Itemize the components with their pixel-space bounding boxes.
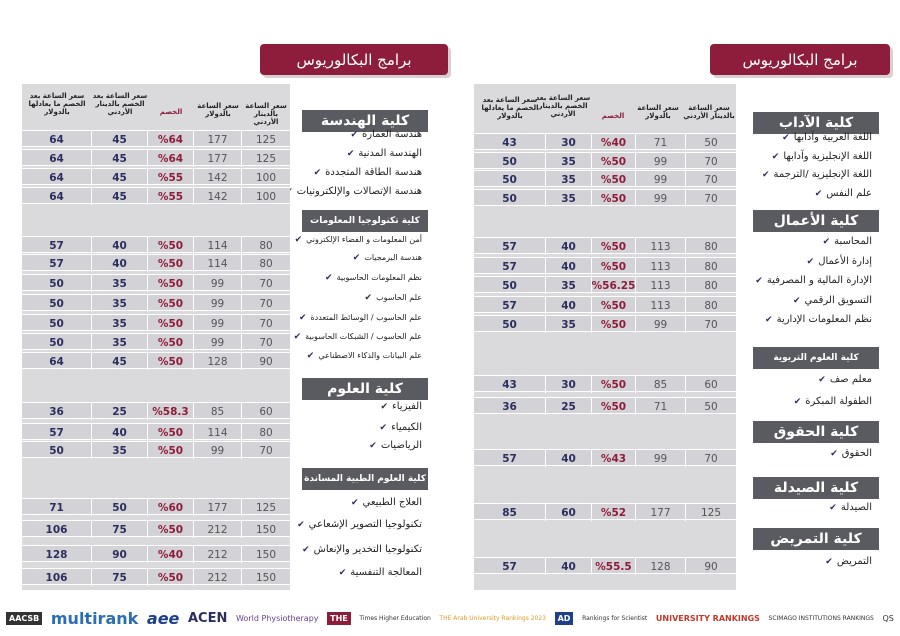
logo-aee: aee xyxy=(146,608,180,628)
left-price-cell: 70 xyxy=(259,297,273,310)
left-price-cell: 70 xyxy=(259,317,273,330)
left-price-cell: 125 xyxy=(255,152,277,165)
right-program-5-0: التمريض ✔ xyxy=(825,556,872,567)
left-price-row xyxy=(22,274,290,291)
left-program-1-3: علم الحاسوب ✔ xyxy=(365,293,422,303)
left-program-1-6: علم البيانات والذكاء الاصطناعي ✔ xyxy=(307,351,422,361)
left-price-cell: %55 xyxy=(148,188,194,205)
right-price-cell: %50 xyxy=(592,258,636,275)
right-program-3-0: الحقوق ✔ xyxy=(830,448,872,459)
left-price-cell: 45 xyxy=(92,150,148,167)
left-price-cell: 57 xyxy=(22,237,92,254)
right-price-row xyxy=(474,133,736,150)
right-price-cell: 35 xyxy=(546,171,592,188)
right-price-row xyxy=(474,237,736,254)
left-price-row xyxy=(22,187,290,204)
right-program-0-0: اللغة العربية وآدابها ✔ xyxy=(782,132,872,143)
left-price-cell: 90 xyxy=(259,355,273,368)
right-price-cell: 70 xyxy=(704,318,718,331)
left-price-cell: 99 xyxy=(194,442,242,459)
left-price-row xyxy=(22,294,290,311)
logo-rankings-for-scientist: Rankings for Scientist xyxy=(582,614,648,622)
right-price-cell: 25 xyxy=(546,398,592,415)
left-price-cell: 75 xyxy=(92,569,148,586)
left-price-row xyxy=(22,568,290,585)
right-price-cell: 40 xyxy=(546,258,592,275)
left-price-cell: 35 xyxy=(92,275,148,292)
right-price-cell: 80 xyxy=(704,299,718,312)
right-faculty-5: كلية التمريض xyxy=(753,528,879,550)
left-price-row xyxy=(22,236,290,253)
right-price-row xyxy=(474,257,736,274)
right-price-cell: %50 xyxy=(592,171,636,188)
left-price-cell: 114 xyxy=(194,255,242,272)
right-price-cell: 40 xyxy=(546,558,592,575)
left-price-cell: 142 xyxy=(194,169,242,186)
left-price-cell: %64 xyxy=(148,150,194,167)
right-price-cell: 80 xyxy=(704,260,718,273)
left-price-cell: %50 xyxy=(148,255,194,272)
right-price-cell: 35 xyxy=(546,190,592,207)
right-price-cell: 99 xyxy=(636,316,686,333)
right-price-cell: %56.25 xyxy=(592,277,636,294)
left-price-cell: 25 xyxy=(92,403,148,420)
right-price-cell: 50 xyxy=(474,190,546,207)
right-price-cell: 43 xyxy=(474,134,546,151)
left-price-row xyxy=(22,149,290,166)
left-price-cell: 45 xyxy=(92,131,148,148)
left-price-cell: 35 xyxy=(92,295,148,312)
right-price-cell: 85 xyxy=(636,376,686,393)
left-price-cell: 50 xyxy=(92,499,148,516)
left-price-cell: 100 xyxy=(255,190,277,203)
left-price-cell: 45 xyxy=(92,353,148,370)
right-price-cell: %50 xyxy=(592,398,636,415)
logo-ad: AD xyxy=(555,612,574,625)
right-price-cell: 80 xyxy=(704,279,718,292)
left-faculty-2: كلية العلوم xyxy=(302,378,428,400)
right-price-row xyxy=(474,276,736,293)
left-price-cell: 50 xyxy=(22,315,92,332)
left-header-usd: سعر الساعة بالدولار xyxy=(197,102,239,118)
left-price-cell: 60 xyxy=(259,405,273,418)
right-price-row xyxy=(474,296,736,313)
right-price-cell: 40 xyxy=(546,450,592,467)
right-price-cell: %50 xyxy=(592,316,636,333)
right-price-cell: 80 xyxy=(704,240,718,253)
right-faculty-2: كلية العلوم التربوية xyxy=(753,347,879,369)
left-price-cell: %58.3 xyxy=(148,403,194,420)
left-price-row xyxy=(22,168,290,185)
left-price-row xyxy=(22,520,290,537)
right-price-row xyxy=(474,503,736,520)
left-price-cell: 128 xyxy=(22,546,92,563)
right-price-cell: 99 xyxy=(636,450,686,467)
left-price-cell: 125 xyxy=(255,133,277,146)
left-program-1-5: علم الحاسوب / الشبكات الحاسوبية ✔ xyxy=(294,332,422,342)
right-price-cell: 85 xyxy=(474,504,546,521)
left-price-cell: 50 xyxy=(22,275,92,292)
left-price-cell: 177 xyxy=(194,150,242,167)
left-price-cell: %50 xyxy=(148,295,194,312)
left-program-3-2: تكنولوجيا التخدير والإنعاش ✔ xyxy=(302,544,422,555)
right-price-cell: 71 xyxy=(636,134,686,151)
left-program-2-1: الكيمياء ✔ xyxy=(380,422,422,433)
left-program-1-2: نظم المعلومات الحاسوبية ✔ xyxy=(325,273,422,283)
left-price-row xyxy=(22,254,290,271)
left-price-cell: 50 xyxy=(22,334,92,351)
left-price-cell: 125 xyxy=(255,501,277,514)
left-header-jod-after: سعر الساعة بعد الخصم بالدينار الأردني xyxy=(92,92,148,116)
left-price-cell: 71 xyxy=(22,499,92,516)
left-program-0-2: هندسة الطاقة المتجددة ✔ xyxy=(314,167,422,178)
right-program-1-1: إدارة الأعمال ✔ xyxy=(807,256,872,267)
left-price-cell: 70 xyxy=(259,336,273,349)
right-program-2-0: معلم صف ✔ xyxy=(818,374,872,385)
right-program-0-1: اللغة الإنجليزية وآدابها ✔ xyxy=(772,151,872,162)
left-banner: برامج البكالوريوس xyxy=(260,44,448,75)
right-price-cell: %40 xyxy=(592,134,636,151)
right-program-0-2: اللغة الإنجليزية /الترجمة ✔ xyxy=(762,169,872,180)
right-program-1-0: المحاسبة ✔ xyxy=(823,236,872,247)
left-price-cell: 114 xyxy=(194,237,242,254)
right-price-cell: %55.5 xyxy=(592,558,636,575)
right-price-cell: 50 xyxy=(704,136,718,149)
left-program-3-1: تكنولوجيا التصوير الإشعاعي ✔ xyxy=(297,519,422,530)
left-price-cell: 64 xyxy=(22,150,92,167)
right-program-1-3: التسويق الرقمي ✔ xyxy=(793,295,872,306)
left-price-cell: %50 xyxy=(148,353,194,370)
right-price-cell: 99 xyxy=(636,171,686,188)
left-price-cell: 50 xyxy=(22,295,92,312)
left-price-cell: 212 xyxy=(194,546,242,563)
left-faculty-3: كلية العلوم الطبية المساندة xyxy=(302,468,428,490)
right-faculty-3: كلية الحقوق xyxy=(753,421,879,443)
left-price-cell: %64 xyxy=(148,131,194,148)
left-price-cell: 85 xyxy=(194,403,242,420)
left-price-row xyxy=(22,498,290,515)
left-price-cell: %50 xyxy=(148,334,194,351)
left-price-cell: %50 xyxy=(148,569,194,586)
logo-scimago: SCIMAGO INSTITUTIONS RANKINGS xyxy=(768,614,874,622)
accreditation-logos xyxy=(0,600,900,636)
logo-the: THE xyxy=(327,612,351,625)
right-price-cell: 125 xyxy=(700,506,722,519)
logo-world-physiotherapy: World Physiotherapy xyxy=(235,613,319,623)
left-price-cell: 35 xyxy=(92,334,148,351)
left-price-cell: %50 xyxy=(148,424,194,441)
right-program-0-3: علم النفس ✔ xyxy=(815,188,872,199)
left-header-discount: الخصم xyxy=(159,108,183,116)
left-price-cell: 35 xyxy=(92,315,148,332)
left-price-cell: 80 xyxy=(259,239,273,252)
left-price-cell: 70 xyxy=(259,444,273,457)
right-price-cell: 71 xyxy=(636,398,686,415)
right-price-cell: %50 xyxy=(592,297,636,314)
right-price-cell: 43 xyxy=(474,376,546,393)
right-price-cell: 60 xyxy=(546,504,592,521)
right-price-row xyxy=(474,397,736,414)
left-price-cell: 114 xyxy=(194,424,242,441)
right-price-row xyxy=(474,449,736,466)
right-price-cell: 70 xyxy=(704,155,718,168)
left-price-cell: 106 xyxy=(22,569,92,586)
right-price-cell: 70 xyxy=(704,452,718,465)
left-program-2-0: الفيزياء ✔ xyxy=(381,401,423,412)
logo-the-arab-rankings: THE Arab University Rankings 2023 xyxy=(439,614,546,622)
left-price-cell: 40 xyxy=(92,255,148,272)
right-price-cell: 35 xyxy=(546,153,592,170)
left-price-cell: 70 xyxy=(259,277,273,290)
left-price-cell: 99 xyxy=(194,275,242,292)
right-price-cell: %50 xyxy=(592,190,636,207)
right-price-cell: 30 xyxy=(546,376,592,393)
left-price-cell: 99 xyxy=(194,334,242,351)
right-price-cell: 60 xyxy=(704,378,718,391)
left-price-cell: 40 xyxy=(92,424,148,441)
left-price-row xyxy=(22,402,290,419)
right-price-cell: %50 xyxy=(592,376,636,393)
right-price-cell: 70 xyxy=(704,192,718,205)
left-price-cell: 99 xyxy=(194,315,242,332)
left-price-cell: 57 xyxy=(22,424,92,441)
right-price-cell: %50 xyxy=(592,238,636,255)
left-price-cell: %60 xyxy=(148,499,194,516)
logo-acen: ACEN xyxy=(188,610,228,626)
logo-times-higher-education: Times Higher Education xyxy=(359,614,431,622)
left-price-cell: 212 xyxy=(194,569,242,586)
logo-university-rankings: UNIVERSITY RANKINGS xyxy=(655,613,760,623)
left-price-cell: 64 xyxy=(22,131,92,148)
right-price-cell: %43 xyxy=(592,450,636,467)
left-price-cell: 45 xyxy=(92,169,148,186)
left-price-cell: 75 xyxy=(92,521,148,538)
logo-multirank: multirank xyxy=(50,608,139,628)
right-program-2-1: الطفولة المبكرة ✔ xyxy=(794,396,872,407)
left-price-cell: %50 xyxy=(148,315,194,332)
left-price-cell: 35 xyxy=(92,442,148,459)
right-price-cell: 50 xyxy=(474,153,546,170)
left-price-cell: %55 xyxy=(148,169,194,186)
right-faculty-1: كلية الأعمال xyxy=(753,210,879,232)
right-price-cell: 113 xyxy=(636,297,686,314)
right-price-cell: 113 xyxy=(636,238,686,255)
left-price-cell: 90 xyxy=(92,546,148,563)
left-program-1-1: هندسة البرمجيات ✔ xyxy=(353,253,422,263)
right-header-usd: سعر الساعة بالدولار xyxy=(637,104,679,120)
left-program-3-0: العلاج الطبيعي ✔ xyxy=(351,497,422,508)
left-price-cell: 106 xyxy=(22,521,92,538)
left-price-cell: %40 xyxy=(148,546,194,563)
left-price-cell: 99 xyxy=(194,295,242,312)
right-program-4-0: الصيدلة ✔ xyxy=(829,502,872,513)
right-price-row xyxy=(474,557,736,574)
logo-aacsb: AACSB xyxy=(6,612,42,625)
right-price-row xyxy=(474,315,736,332)
right-price-cell: 57 xyxy=(474,297,546,314)
right-price-cell: 50 xyxy=(704,400,718,413)
left-program-0-3: هندسة الإتصالات والإلكترونيات ✔ xyxy=(285,186,422,197)
right-price-cell: 90 xyxy=(704,560,718,573)
left-header-usd-after: سعر الساعة بعد الخصم ما يعادلها بالدولار xyxy=(28,92,86,116)
left-price-cell: 212 xyxy=(194,521,242,538)
left-price-cell: 64 xyxy=(22,169,92,186)
right-faculty-4: كلية الصيدلة xyxy=(753,477,879,499)
left-price-cell: 50 xyxy=(22,442,92,459)
left-program-1-4: علم الحاسوب / الوسائط المتعددة ✔ xyxy=(299,313,422,323)
right-header-jod: سعر الساعة بالدينار الأردني xyxy=(683,104,735,120)
logo-qs: QS xyxy=(882,613,894,623)
right-price-cell: 30 xyxy=(546,134,592,151)
right-price-cell: 128 xyxy=(636,558,686,575)
left-price-row xyxy=(22,441,290,458)
left-price-cell: %50 xyxy=(148,442,194,459)
right-price-cell: 50 xyxy=(474,277,546,294)
right-price-cell: 50 xyxy=(474,316,546,333)
left-price-cell: 45 xyxy=(92,188,148,205)
right-price-cell: 57 xyxy=(474,258,546,275)
right-price-cell: 50 xyxy=(474,171,546,188)
right-price-cell: 40 xyxy=(546,238,592,255)
right-price-row xyxy=(474,170,736,187)
right-price-cell: 57 xyxy=(474,238,546,255)
right-price-cell: 113 xyxy=(636,258,686,275)
right-price-cell: %52 xyxy=(592,504,636,521)
left-price-cell: 128 xyxy=(194,353,242,370)
right-price-cell: 36 xyxy=(474,398,546,415)
left-price-row xyxy=(22,545,290,562)
left-faculty-0: كلية الهندسة xyxy=(302,110,428,132)
left-price-cell: %50 xyxy=(148,275,194,292)
left-program-1-0: أمن المعلومات و الفضاء الإلكتروني ✔ xyxy=(295,235,422,245)
right-header-jod-after: سعر الساعة بعد الخصم بالدينار الأردني xyxy=(535,94,591,118)
left-faculty-1: كلية تكنولوجيا المعلومات xyxy=(302,210,428,232)
left-price-cell: 100 xyxy=(255,171,277,184)
right-program-1-2: الإدارة المالية و المصرفية ✔ xyxy=(755,275,872,286)
left-price-cell: 57 xyxy=(22,255,92,272)
left-price-cell: 150 xyxy=(255,571,277,584)
left-price-row xyxy=(22,352,290,369)
right-faculty-0: كلية الآداب xyxy=(753,112,879,134)
left-program-2-2: الرياضيات ✔ xyxy=(369,440,422,451)
left-price-cell: 40 xyxy=(92,237,148,254)
left-price-cell: 142 xyxy=(194,188,242,205)
right-price-row xyxy=(474,152,736,169)
left-price-cell: 36 xyxy=(22,403,92,420)
right-price-cell: 99 xyxy=(636,153,686,170)
right-price-cell: 57 xyxy=(474,558,546,575)
right-price-cell: 113 xyxy=(636,277,686,294)
right-price-cell: 57 xyxy=(474,450,546,467)
left-price-row xyxy=(22,314,290,331)
left-price-cell: 177 xyxy=(194,131,242,148)
left-program-0-1: الهندسة المدنية ✔ xyxy=(347,148,422,159)
left-price-row xyxy=(22,423,290,440)
left-program-0-0: هندسة العمارة ✔ xyxy=(350,129,422,140)
right-price-cell: 40 xyxy=(546,297,592,314)
left-price-cell: %50 xyxy=(148,521,194,538)
right-price-cell: 99 xyxy=(636,190,686,207)
left-price-cell: 64 xyxy=(22,188,92,205)
right-banner: برامج البكالوريوس xyxy=(710,44,890,75)
right-price-cell: 177 xyxy=(636,504,686,521)
left-price-cell: 64 xyxy=(22,353,92,370)
right-header-discount: الخصم xyxy=(601,112,625,120)
left-header-jod: سعر الساعة بالدينار الأردني xyxy=(245,102,287,126)
left-price-cell: 80 xyxy=(259,257,273,270)
left-price-row xyxy=(22,333,290,350)
left-program-3-3: المعالجة التنفسية ✔ xyxy=(339,567,422,578)
left-price-cell: %50 xyxy=(148,237,194,254)
left-price-cell: 150 xyxy=(255,548,277,561)
left-price-row xyxy=(22,130,290,147)
right-price-row xyxy=(474,375,736,392)
left-price-cell: 150 xyxy=(255,523,277,536)
right-price-cell: 35 xyxy=(546,316,592,333)
left-price-cell: 177 xyxy=(194,499,242,516)
right-price-cell: 35 xyxy=(546,277,592,294)
right-header-usd-after: سعر الساعة بعد الخصم ما يعادلها بالدولار xyxy=(481,96,539,120)
right-price-cell: %50 xyxy=(592,153,636,170)
right-program-1-4: نظم المعلومات الإدارية ✔ xyxy=(765,314,872,325)
right-price-row xyxy=(474,189,736,206)
right-price-cell: 70 xyxy=(704,173,718,186)
left-price-cell: 80 xyxy=(259,426,273,439)
